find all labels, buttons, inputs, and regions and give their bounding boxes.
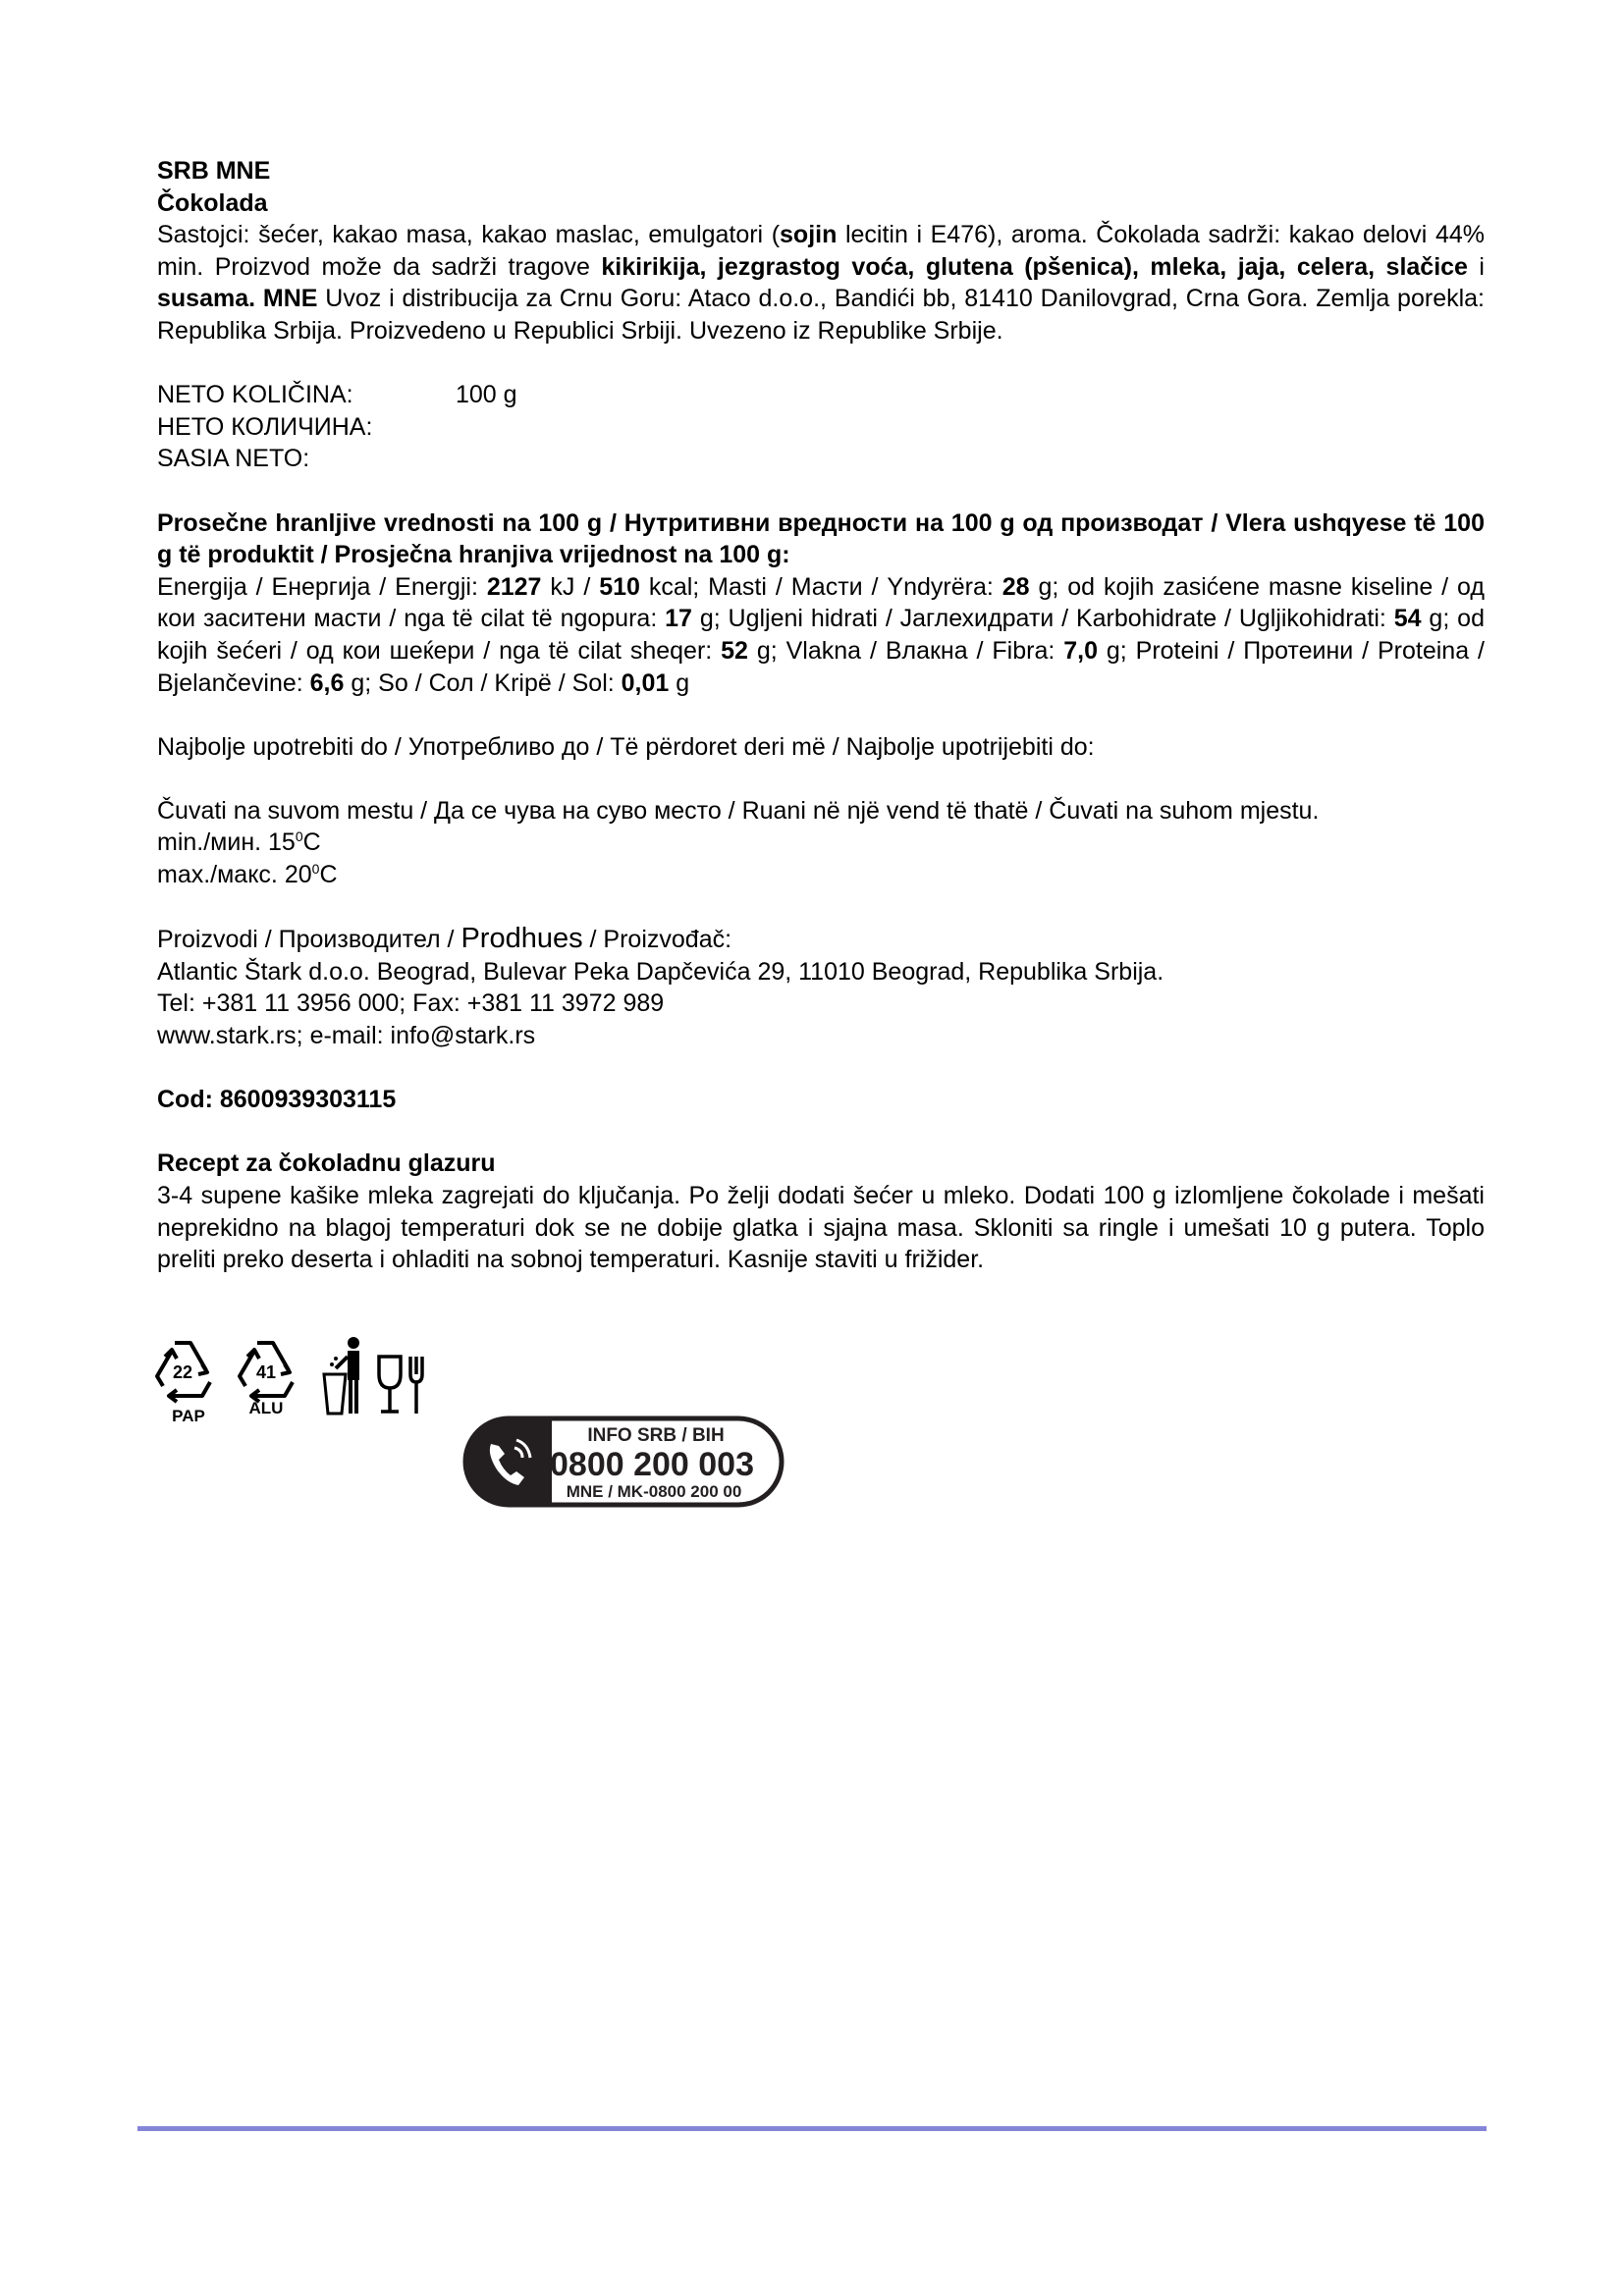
info-phone-badge xyxy=(461,1415,785,1509)
recipe-title: Recept za čokoladnu glazuru xyxy=(157,1149,496,1178)
nutrition-values: Energija / Енергија / Energji: 2127 kJ / 510 kcal; Masti / Масти / Yndyrëra: 28 g; od kojih zasićene masne kiseline / од кои заситени масти / nga të cilat të ngopura: 17 g; Ugljeni hidrati / Јаглехидрати / Karbohidrate / Ugljikohidrati: 54 g; od kojih šećeri / од кои шеќери / nga të cilat sheqer: 52 g; Vlakna / Влакна / Fibra: 7,0 g; Proteini / Протеини / Proteina / Bjelančevine: 6,6 g; So / Сол / Kripë / Sol: 0,01 g xyxy=(157,572,1485,697)
svg-text:PAP: PAP xyxy=(172,1407,205,1423)
net-quantity-mk: НЕТО КОЛИЧИНА: xyxy=(157,412,373,441)
ingredients-paragraph: Sastojci: šećer, kakao masa, kakao maslac, emulgatori (sojin lecitin i E476), aroma. Čokolada sadrži: kakao delovi 44% min. Proizvod može da sadrži tragove kikirikija, jezgrastog voća, glutena (pšenica), mleka, jaja, celera, slačice i susama. MNE Uvoz i distribucija za Crnu Goru: Ataco d.o.o., Bandići bb, 81410 Danilovgrad, Crna Gora. Zemlja porekla: Republika Srbija. Proizvedeno u Republici Srbiji. Uvezeno iz Republike Srbije. xyxy=(157,221,1486,345)
recycling-alu-icon xyxy=(240,1343,293,1417)
recipe-text: 3-4 supene kašike mleka zagrejati do ključanja. Po želji dodati šećer u mleko. Dodati 100 g izlomljene čokolade i mešati neprekidno na blagoj temperaturi dok se ne dobije glatka i sjajna masa. Skloniti sa ringle i umešati 10 g putera. Toplo preliti preko deserta i ohladiti na sobnoj temperaturi. Kasnije staviti u frižider. xyxy=(157,1182,1485,1274)
svg-text:41: 41 xyxy=(255,1362,277,1382)
net-quantity-al: SASIA NETO: xyxy=(157,445,310,473)
svg-text:ALU: ALU xyxy=(248,1399,284,1417)
net-quantity-value: 100 g xyxy=(456,381,517,409)
svg-text:22: 22 xyxy=(172,1362,193,1382)
packaging-symbols xyxy=(153,1335,448,1423)
producer-web: www.stark.rs; e-mail: info@stark.rs xyxy=(157,1022,536,1050)
best-before-line: Najbolje upotrebiti do / Употребливо до / Të përdoret deri më / Najbolje upotrijebiti do: xyxy=(157,732,1095,761)
label-text-body xyxy=(157,155,1485,1276)
product-code: Cod: 8600939303115 xyxy=(157,1086,397,1114)
markets-heading: SRB MNE xyxy=(157,157,271,185)
tidyman-bin-icon xyxy=(324,1337,359,1414)
producer-label: Proizvodi / Производител / Prodhues / Proizvođač: xyxy=(157,923,732,955)
storage-line: Čuvati na suvom mestu / Да се чува на суво место / Ruani në një vend të thatë / Čuvati na suhom mjestu. xyxy=(157,796,1320,825)
storage-min-temp: min./мин. $15^0C$ xyxy=(157,828,321,857)
producer-address: Atlantic Štark d.o.o. Beograd, Bulevar Peka Dapčevića 29, 11010 Beograd, Republika Srbija. xyxy=(157,957,1164,986)
nutrition-title: Prosečne hranljive vrednosti na 100 g / Нутритивни вредности на 100 g од производат / Vlera ushqyese të 100 g të produktit / Prosječna hranjiva vrijednost na 100 g: xyxy=(157,508,1485,569)
storage-max-temp: max./макс. $20^0C$ xyxy=(157,861,338,889)
producer-phone: Tel: +381 11 3956 000; Fax: +381 11 3972 989 xyxy=(157,989,665,1018)
net-quantity-line: NETO KOLIČINA: 100 g xyxy=(157,381,517,409)
svg-text:MNE / MK-0800 200 00: MNE / MK-0800 200 00 xyxy=(566,1482,742,1501)
footer-divider xyxy=(137,2126,1487,2131)
recycling-pap-icon xyxy=(157,1343,210,1423)
product-heading: Čokolada xyxy=(157,188,268,217)
svg-text:0800 200 003: 0800 200 003 xyxy=(550,1446,754,1483)
svg-text:INFO SRB / BIH: INFO SRB / BIH xyxy=(587,1425,725,1446)
food-contact-icon xyxy=(379,1357,422,1414)
